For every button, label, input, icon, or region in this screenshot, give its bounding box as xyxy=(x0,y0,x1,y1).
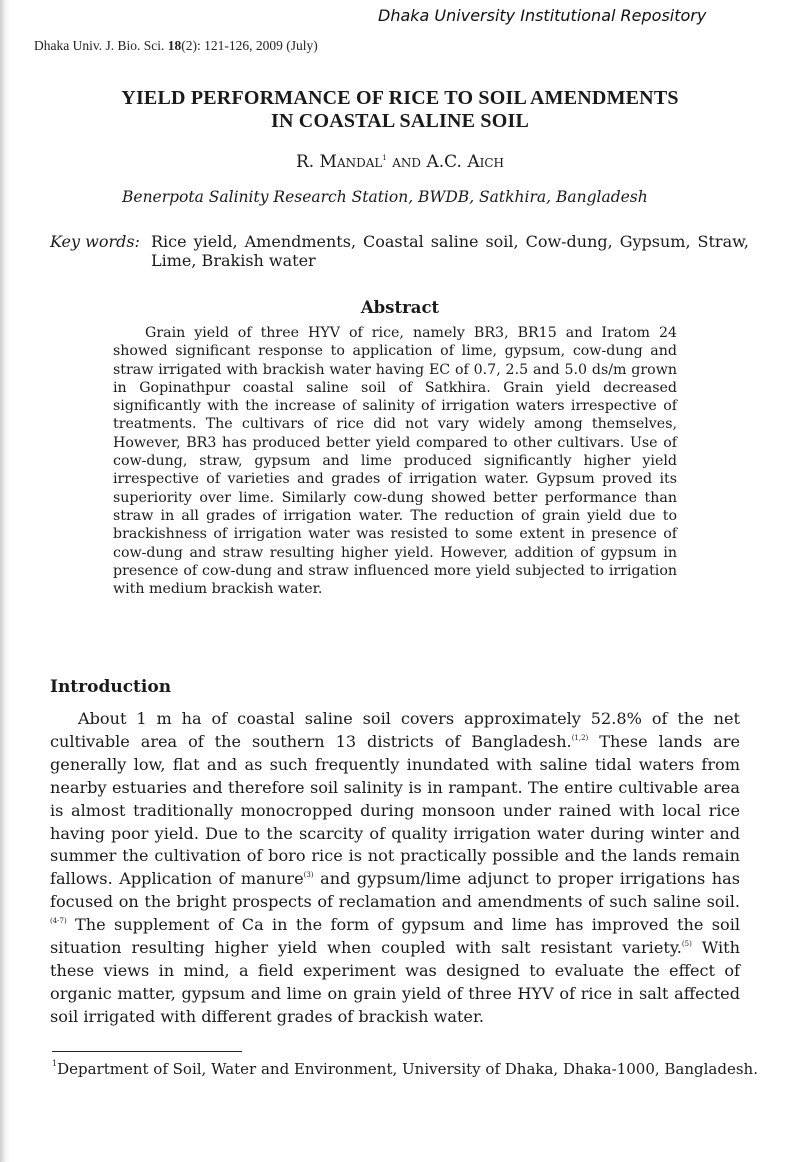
intro-text-segment: About 1 m ha of coastal saline soil covers approximately 52.8% of the net cultivable area of the southern 13 districts of Bangladesh. xyxy=(50,709,740,751)
keywords-text: Rice yield, Amendments, Coastal saline soil, Cow-dung, Gypsum, Straw, Lime, Brakish water xyxy=(151,232,749,270)
intro-text-segment: These lands are generally low, flat and as such frequently inundated with saline tidal waters from nearby estuaries and therefore soil salinity is in rampant. The entire cultivable area is almost traditionally monocropped during monsoon under rained with local rice having poor yield. Due to the scarcity of quality irrigation water during winter and summer the cultivation of boro rice is not practically possible and the lands remain fallows. Application of manure xyxy=(50,731,740,889)
keywords-label: Key words: xyxy=(50,232,140,251)
footnote-mark: 1 xyxy=(52,1059,58,1068)
scan-page-edge xyxy=(0,0,10,1162)
footnote xyxy=(52,1060,758,1078)
introduction-heading: Introduction xyxy=(50,677,172,697)
repository-header: Dhaka University Institutional Repository xyxy=(378,6,707,25)
intro-text-segment: With these views in mind, a field experiment was designed to evaluate the effect of organic matter, gypsum and lime on grain yield of three HYV of rice in salt affected soil irrigated with different grades of brackish water. xyxy=(50,938,740,1026)
introduction-paragraph xyxy=(50,708,740,1029)
author-1: R. Mandal xyxy=(295,152,383,172)
footnote-text: Department of Soil, Water and Environment, University of Dhaka, Dhaka-1000, Bangladesh. xyxy=(57,1060,758,1078)
author-list xyxy=(0,152,800,172)
abstract-heading: Abstract xyxy=(360,298,440,317)
author-separator: and xyxy=(386,152,427,172)
abstract-text: Grain yield of three HYV of rice, namely BR3, BR15 and Iratom 24 showed significant response to application of lime, gypsum, cow-dung and straw irrigated with brackish water having EC of 0.7, 2.5 and 5.0 ds/m grown in Gopinathpur coastal saline soil of Satkhira. Grain yield decreased significantly with the increase of salinity of irrigation waters irrespective of treatments. The cultivars of rice did not vary widely among themselves, However, BR3 has produced better yield compared to other cultivars. Use of cow-dung, straw, gypsum and lime produced significantly higher yield irrespective of varieties and grades of irrigation water. Gypsum proved its superiority over lime. Similarly cow-dung showed better performance than straw in all grades of irrigation water. The reduction of grain yield due to brackishness of irrigation water was resisted to some extent in presence of cow-dung and straw resulting higher yield. However, addition of gypsum in presence of cow-dung and straw influenced more yield subjected to irrigation with medium brackish water. xyxy=(113,325,677,598)
citation-ref: (5) xyxy=(681,940,692,949)
affiliation: Benerpota Salinity Research Station, BWDB, Satkhira, Bangladesh xyxy=(122,188,648,206)
journal-name: Dhaka Univ. J. Bio. Sci. xyxy=(34,38,168,53)
paper-title-line-1: YIELD PERFORMANCE OF RICE TO SOIL AMENDMENTS xyxy=(121,87,679,109)
footnote-rule xyxy=(52,1051,242,1052)
author-1-affiliation-mark: 1 xyxy=(382,154,387,162)
author-2: A.C. Aich xyxy=(426,152,505,172)
citation-ref: (3) xyxy=(303,871,314,880)
journal-issue-pages: (2): 121-126, 2009 (July) xyxy=(181,38,318,53)
journal-citation xyxy=(34,38,318,54)
citation-ref: (4-7) xyxy=(50,917,67,926)
intro-text-segment: and gypsum/lime adjunct to proper irrigations has focused on the bright prospects of reclamation and amendments of such saline soil. xyxy=(50,869,741,912)
paper-title-line-2: IN COASTAL SALINE SOIL xyxy=(270,110,529,132)
intro-text-segment: The supplement of Ca in the form of gypsum and lime has improved the soil situation resulting higher yield when coupled with salt resistant variety. xyxy=(50,915,740,958)
journal-volume: 18 xyxy=(167,38,182,53)
citation-ref: (1,2) xyxy=(571,733,589,742)
